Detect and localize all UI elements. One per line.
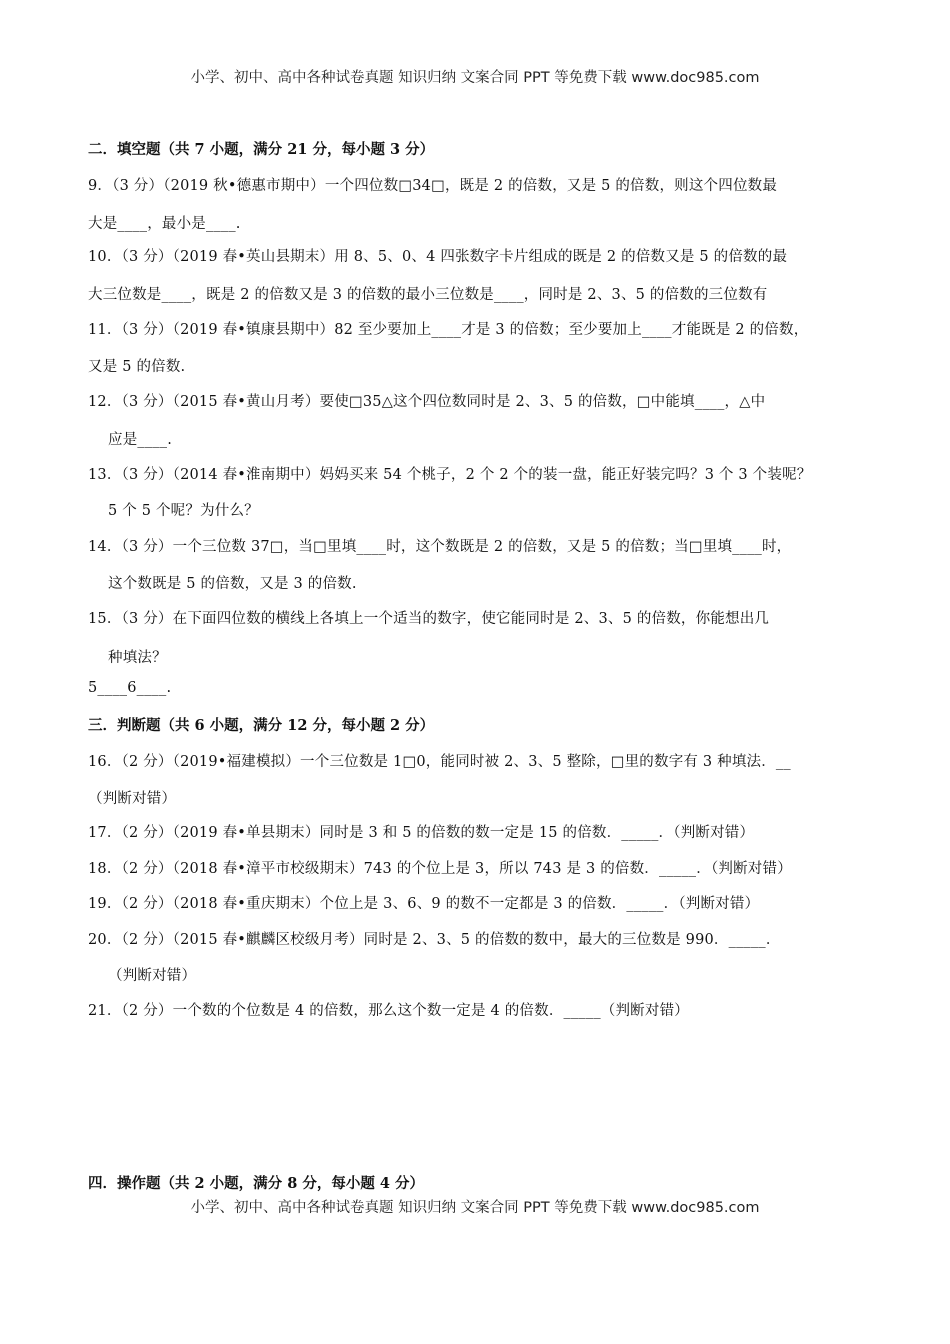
question-18: 18．（2 分）（2018 春•漳平市校级期末）743 的个位上是 3，所以 743 是 3 的倍数．_____．（判断对错） [88, 861, 792, 877]
section-judge-title: 三．判断题（共 6 小题，满分 12 分，每小题 2 分） [88, 717, 435, 734]
question-16-line-1: 16．（2 分）（2019•福建模拟）一个三位数是 1□0，能同时被 2、3、5 整除，□里的数字有 3 种填法．__ [88, 754, 791, 770]
question-14-line-1: 14．（3 分）一个三位数 37□，当□里填____时，这个数既是 2 的倍数，又是 5 的倍数；当□里填____时， [88, 539, 792, 555]
question-14-line-2: 这个数既是 5 的倍数，又是 3 的倍数. [108, 576, 357, 592]
question-20-line-1: 20．（2 分）（2015 春•麒麟区校级月考）同时是 2、3、5 的倍数的数中，最大的三位数是 990．_____． [88, 932, 781, 948]
question-16-line-2: （判断对错） [88, 791, 177, 807]
question-21: 21．（2 分）一个数的个位数是 4 的倍数，那么这个数一定是 4 的倍数．_____（判断对错） [88, 1003, 689, 1019]
header-banner: 小学、初中、高中各种试卷真题 知识归纳 文案合同 PPT 等免费下载 www.doc985.com [190, 70, 760, 86]
question-17: 17．（2 分）（2019 春•单县期末）同时是 3 和 5 的倍数的数一定是 15 的倍数．_____．（判断对错） [88, 825, 755, 841]
question-12-line-1: 12．（3 分）（2015 春•黄山月考）要使□35△这个四位数同时是 2、3、5 的倍数，□中能填____，△中 [88, 394, 766, 410]
question-15-line-1: 15．（3 分）在下面四位数的横线上各填上一个适当的数字，使它能同时是 2、3、5 的倍数，你能想出几 [88, 611, 770, 627]
section-fill-title: 二．填空题（共 7 小题，满分 21 分，每小题 3 分） [88, 141, 435, 158]
question-10-line-2: 大三位数是____，既是 2 的倍数又是 3 的倍数的最小三位数是____，同时是 2、3、5 的倍数的三位数有 [88, 287, 768, 303]
question-10-line-1: 10．（3 分）（2019 春•英山县期末）用 8、5、0、4 四张数字卡片组成的既是 2 的倍数又是 5 的倍数的最 [88, 249, 788, 265]
question-9-line-2: 大是____，最小是____. [88, 216, 241, 232]
question-11-line-2: 又是 5 的倍数. [88, 359, 186, 375]
question-13-line-2: 5 个 5 个呢？为什么？ [108, 503, 259, 519]
footer-banner: 小学、初中、高中各种试卷真题 知识归纳 文案合同 PPT 等免费下载 www.doc985.com [190, 1200, 760, 1216]
question-9-line-1: 9．（3 分）（2019 秋•德惠市期中）一个四位数□34□，既是 2 的倍数，又是 5 的倍数，则这个四位数最 [88, 178, 778, 194]
question-15-line-2: 种填法？ [108, 650, 167, 666]
question-12-line-2: 应是____. [108, 432, 173, 448]
question-19: 19．（2 分）（2018 春•重庆期末）个位上是 3、6、9 的数不一定都是 3 的倍数．_____．（判断对错） [88, 896, 760, 912]
section-operate-title: 四．操作题（共 2 小题，满分 8 分，每小题 4 分） [88, 1175, 425, 1192]
question-15-line-3: 5____6____. [88, 680, 172, 696]
question-13-line-1: 13．（3 分）（2014 春•淮南期中）妈妈买来 54 个桃子，2 个 2 个的装一盘，能正好装完吗？3 个 3 个装呢？ [88, 467, 812, 483]
question-11-line-1: 11．（3 分）（2019 春•镇康县期中）82 至少要加上____才是 3 的倍数；至少要加上____才能既是 2 的倍数， [88, 322, 809, 338]
question-20-line-2: （判断对错） [108, 968, 197, 984]
